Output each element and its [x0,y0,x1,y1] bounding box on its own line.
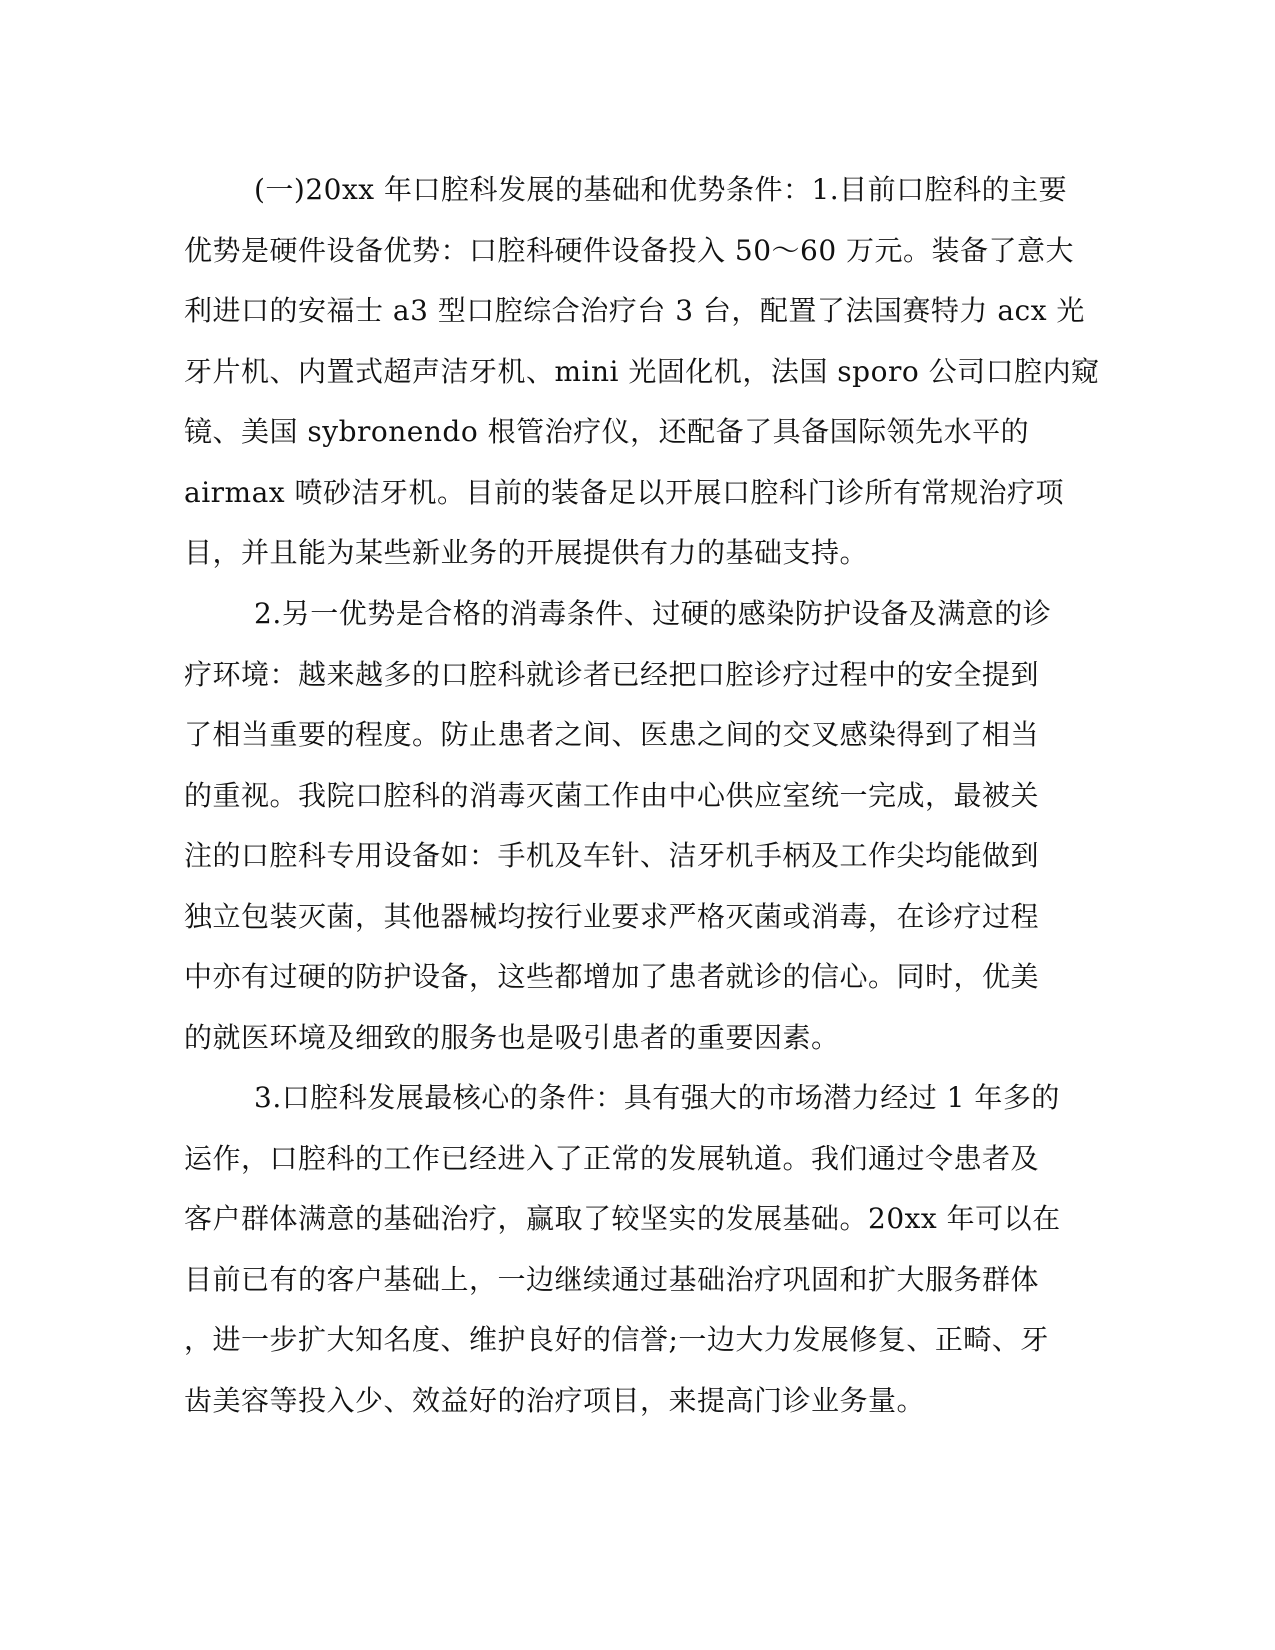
paragraph-line: 牙片机、内置式超声洁牙机、mini 光固化机，法国 sporo 公司口腔内窥 [184,354,1100,388]
paragraph-line: (一)20xx 年口腔科发展的基础和优势条件：1.目前口腔科的主要 [254,173,1068,206]
paragraph-line: 3.口腔科发展最核心的条件：具有强大的市场潜力经过 1 年多的 [254,1081,1060,1114]
paragraph-line: 客户群体满意的基础治疗，赢取了较坚实的发展基础。20xx 年可以在 [184,1202,1061,1235]
paragraph-line: 利进口的安福士 a3 型口腔综合治疗台 3 台，配置了法国赛特力 acx 光 [184,294,1085,327]
paragraph-line: 的重视。我院口腔科的消毒灭菌工作由中心供应室统一完成，最被关 [184,778,1040,812]
paragraph-line: ，进一步扩大知名度、维护良好的信誉;一边大力发展修复、正畸、牙 [184,1323,1049,1356]
paragraph-line: 的就医环境及细致的服务也是吸引患者的重要因素。 [184,1020,840,1054]
paragraph-line: 目，并且能为某些新业务的开展提供有力的基础支持。 [184,536,869,569]
paragraph-2 [184,584,1052,1068]
paragraph-line: 独立包装灭菌，其他器械均按行业要求严格灭菌或消毒，在诊疗过程 [184,899,1040,933]
paragraph-line: 注的口腔科专用设备如：手机及车针、洁牙机手柄及工作尖均能做到 [184,839,1040,872]
paragraph-line: 运作，口腔科的工作已经进入了正常的发展轨道。我们通过令患者及 [184,1141,1040,1175]
paragraph-line: 优势是硬件设备优势：口腔科硬件设备投入 50～60 万元。装备了意大 [184,233,1075,267]
paragraph-line: 目前已有的客户基础上，一边继续通过基础治疗巩固和扩大服务群体 [184,1262,1040,1296]
paragraph-line: 齿美容等投入少、效益好的治疗项目，来提高门诊业务量。 [184,1383,926,1417]
paragraph-1 [184,160,1100,584]
paragraph-line: 镜、美国 sybronendo 根管治疗仪，还配备了具备国际领先水平的 [184,415,1030,448]
paragraph-line: 中亦有过硬的防护设备，这些都增加了患者就诊的信心。同时，优美 [184,960,1040,993]
paragraph-3 [184,1068,1061,1431]
paragraph-line: airmax 喷砂洁牙机。目前的装备足以开展口腔科门诊所有常规治疗项 [184,475,1064,509]
paragraph-line: 了相当重要的程度。防止患者之间、医患之间的交叉感染得到了相当 [184,718,1040,751]
paragraph-line: 疗环境：越来越多的口腔科就诊者已经把口腔诊疗过程中的安全提到 [184,657,1040,691]
paragraph-line: 2.另一优势是合格的消毒条件、过硬的感染防护设备及满意的诊 [254,597,1052,630]
